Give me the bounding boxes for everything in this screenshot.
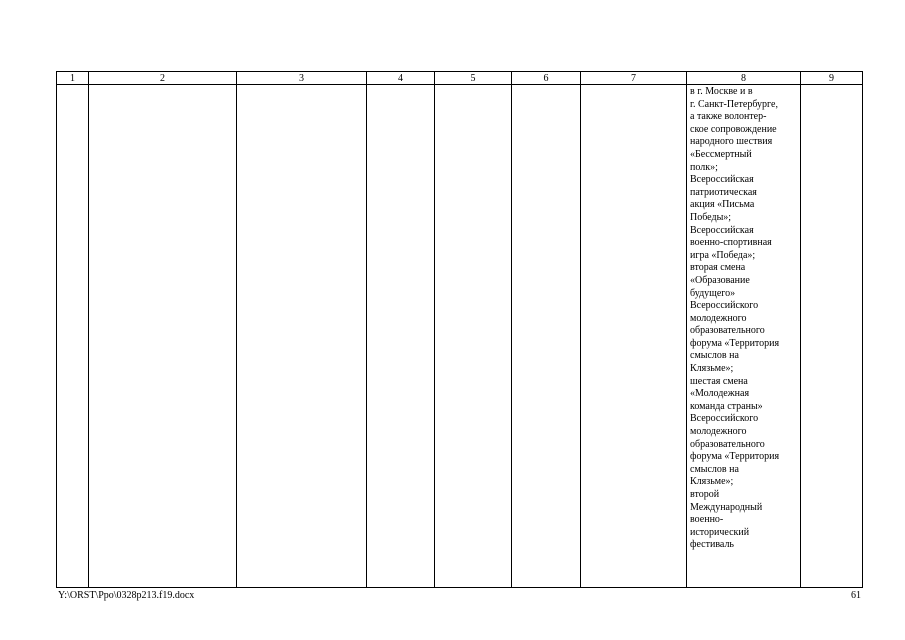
column-header-1: 1 [57,72,89,85]
text-line: народного шествия [690,136,773,148]
document-table [56,71,863,588]
text-line: шестая смена [690,375,748,387]
text-line: в г. Москве и в [690,86,753,97]
cell-col-2 [89,85,237,588]
text-line: «Бессмертный [690,148,752,160]
text-line: образовательного [690,325,765,337]
text-line: Клязьме»; [690,363,734,375]
text-line: Клязьме»; [690,476,734,488]
column-header-3: 3 [237,72,367,85]
text-line: смыслов на [690,463,739,475]
text-line: образовательного [690,438,765,450]
text-line: будущего» [690,287,736,299]
column-header-9: 9 [801,72,863,85]
cell-col-8-text [687,85,800,552]
text-line: исторический [690,526,750,538]
column-header-6: 6 [512,72,581,85]
table-row [57,85,863,588]
text-line: фестиваль [690,539,734,551]
text-line: Международный [690,501,763,513]
text-line: Всероссийская [690,224,754,236]
text-line: акция «Письма [690,199,755,211]
text-line: Всероссийская [690,174,754,186]
header-row [57,72,863,85]
text-line: молодежного [690,426,747,438]
text-line: ское сопровождение [690,123,777,135]
cell-col-9 [801,85,863,588]
text-line: форума «Территория [690,337,780,349]
text-line: «Образование [690,274,750,286]
footer-page-number: 61 [851,590,861,601]
text-line: г. Санкт-Петербурге, [690,98,778,110]
text-line: Всероссийского [690,300,759,312]
cell-col-5 [435,85,512,588]
column-header-4: 4 [367,72,435,85]
cell-col-1 [57,85,89,588]
cell-col-6 [512,85,581,588]
cell-col-8 [687,85,801,588]
footer-file-path: Y:\ORST\Ppo\0328p213.f19.docx [58,590,195,601]
text-line: патриотическая [690,186,757,198]
text-line: смыслов на [690,350,739,362]
text-line: полк»; [690,161,718,173]
text-line: военно- [690,514,724,526]
cell-col-7 [581,85,687,588]
cell-col-4 [367,85,435,588]
text-line: Всероссийского [690,413,759,425]
text-line: молодежного [690,312,747,324]
cell-col-3 [237,85,367,588]
text-line: военно-спортивная [690,237,772,249]
column-header-5: 5 [435,72,512,85]
column-header-8: 8 [687,72,801,85]
text-line: «Молодежная [690,388,750,400]
text-line: Победы»; [690,211,732,223]
text-line: второй [690,489,720,500]
text-line: вторая смена [690,262,746,274]
column-header-2: 2 [89,72,237,85]
text-line: а также волонтер- [690,111,767,123]
text-line: форума «Территория [690,451,780,463]
column-header-7: 7 [581,72,687,85]
text-line: игра «Победа»; [690,249,756,261]
text-line: команда страны» [690,400,763,412]
